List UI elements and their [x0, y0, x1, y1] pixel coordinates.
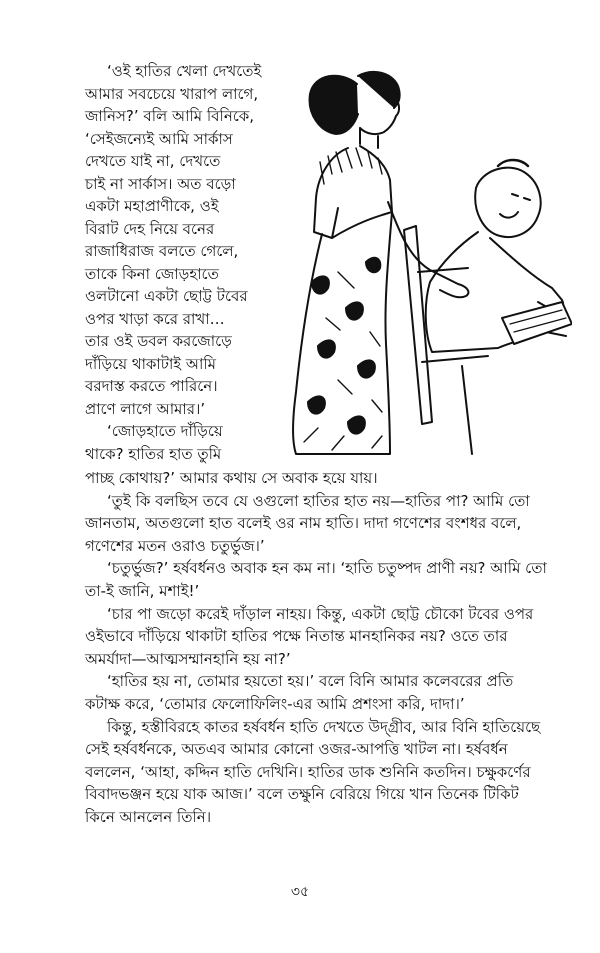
text-line: রাজাধিরাজ বলতে গেলে,	[85, 242, 239, 260]
text-line: তাকে কিনা জোড়হাতে	[85, 264, 219, 283]
text-line: জানিস?’ বলি আমি বিনিকে,	[85, 107, 255, 125]
text-line: কিন্তু, হস্তীবিরহে কাতর হর্ষবর্ধন হাতি দেখতে উদ্গ্রীব, আর বিনি হাতিয়েছে	[107, 717, 541, 736]
text-line: ‘চার পা জড়ো করেই দাঁড়াল নাহয়। কিন্তু, একটা ছোট্ট চৌকো টবের ওপর	[107, 604, 534, 623]
illustration-woman-and-man	[262, 62, 572, 462]
text-line: ওলটানো একটা ছোট্ট টবের	[85, 287, 248, 305]
text-line: গণেশের মতন ওরাও চতুর্ভুজ।’	[85, 536, 265, 555]
text-line: দাঁড়িয়ে থাকাটাই আমি	[85, 354, 216, 373]
text-line: ওইভাবে দাঁড়িয়ে থাকাটা হাতির পক্ষে নিতান্ত মানহানিকর নয়? ওতে তার	[85, 627, 508, 646]
text-line: প্রাণে লাগে আমার।’	[85, 399, 206, 418]
text-line: ‘চতুর্ভুজ?’ হর্ষবর্ধনও অবাক হন কম না। ‘হাতি চতুষ্পদ প্রাণী নয়? আমি তো	[107, 559, 547, 578]
text-line: দেখতে যাই না, দেখতে	[85, 152, 221, 170]
text-line: অমর্যাদা—আত্মসম্মানহানি হয় না?’	[85, 649, 291, 668]
text-line: চাই না সার্কাস। অত বড়ো	[85, 174, 236, 193]
text-line: পাচ্ছ কোথায়?’ আমার কথায় সে অবাক হয়ে যায়।	[85, 469, 378, 487]
text-line: থাকে? হাতির হাত তুমি	[85, 444, 222, 463]
text-line: আমার সবচেয়ে খারাপ লাগে,	[85, 84, 259, 103]
text-line: ‘তুই কি বলছিস তবে যে ওগুলো হাতির হাত নয়—হাতির পা? আমি তো	[107, 491, 530, 510]
text-line: বললেন, ‘আহা, কদ্দিন হাতি দেখিনি। হাতির ডাক শুনিনি কতদিন। চক্ষুকর্ণের	[85, 762, 531, 781]
text-line: কটাক্ষ করে, ‘তোমার ফেলোফিলিং-এর আমি প্রশংসা করি, দাদা।’	[85, 694, 465, 713]
text-line: ‘ওই হাতির খেলা দেখতেই	[107, 62, 262, 80]
text-line: কিনে আনলেন তিনি।	[85, 807, 212, 826]
text-line: ওপর খাড়া করে রাখা…	[85, 309, 225, 328]
text-line: তার ওই ডবল করজোড়ে	[85, 332, 232, 350]
text-line: ‘জোড়হাতে দাঁড়িয়ে	[107, 422, 223, 440]
text-line: বিরাট দেহ নিয়ে বনের	[85, 219, 215, 238]
page-number: ৩৫	[290, 884, 310, 900]
body-text-column	[85, 467, 565, 829]
text-line: একটা মহাপ্রাণীকে, ওই	[85, 197, 219, 215]
text-line: সেই হর্ষবর্ধনকে, অতএব আমার কোনো ওজর-আপত্তি খাটল না। হর্ষবর্ধন	[85, 740, 508, 759]
text-line: বিবাদভঞ্জন হয়ে যাক আজ।’ বলে তক্ষুনি বেরিয়ে গিয়ে খান তিনেক টিকিট	[85, 785, 519, 804]
text-line: জানতাম, অতগুলো হাত বলেই ওর নাম হাতি। দাদা গণেশের বংশধর বলে,	[85, 514, 522, 533]
text-line: ‘হাতির হয় না, তোমার হয়তো হয়।’ বলে বিনি আমার কলেবরের প্রতি	[107, 672, 514, 691]
text-line: ‘সেইজন্যেই আমি সার্কাস	[85, 129, 233, 148]
text-line: বরদাস্ত করতে পারিনে।	[85, 377, 218, 395]
text-line: তা-ই জানি, মশাই!’	[85, 581, 200, 600]
side-text-column	[85, 60, 275, 465]
